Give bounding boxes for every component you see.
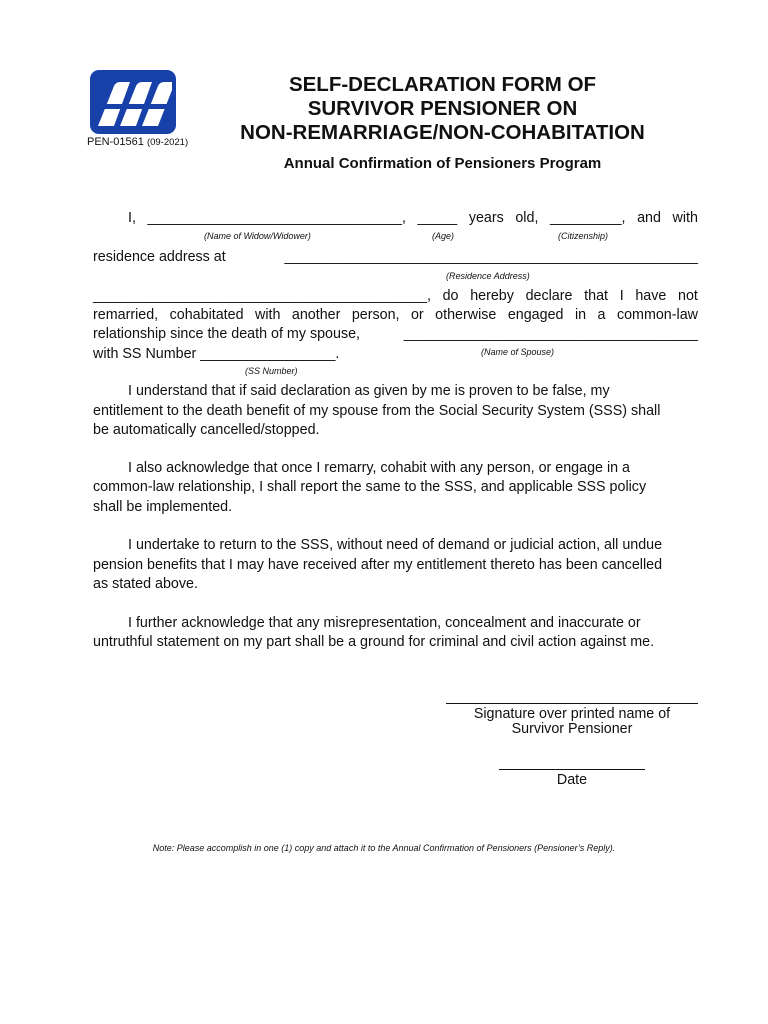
caption-citizenship: (Citizenship): [558, 231, 609, 241]
sss-logo: [90, 70, 176, 134]
paragraph-4-line-2: untruthful statement on my part shall be a ground for criminal and civil action against me.: [93, 634, 655, 650]
subtitle: Annual Confirmation of Pensioners Program: [283, 155, 602, 172]
paragraph-3-line-2: pension benefits that I may have received after my entitlement thereto has been cancelled: [93, 557, 663, 573]
paragraph-1-line-1: I understand that if said declaration as given by me is proven to be false, my: [128, 383, 610, 399]
declaration-line-4: remarried, cohabitated with another person, or otherwise engaged in a common-law: [93, 307, 698, 323]
signature-label-2: Survivor Pensioner: [511, 721, 633, 737]
declaration-line-1: I, ________________________________, _____ years old, _________, and with: [128, 210, 698, 226]
form-code: PEN-01561 (09-2021): [87, 136, 189, 148]
footer-note: Note: Please accomplish in one (1) copy and attach it to the Annual Confirmation of Pensioners (Pensioner’s Reply).: [152, 843, 616, 853]
declaration-line-2: residence address at ____________________________________________________: [93, 249, 698, 265]
paragraph-2-line-2: common-law relationship, I shall report the same to the SSS, and applicable SSS policy: [93, 479, 647, 495]
title-line-3: NON-REMARRIAGE/NON-COHABITATION: [240, 121, 645, 144]
paragraph-2-line-3: shall be implemented.: [93, 499, 233, 515]
declaration-line-6: with SS Number _________________.: [93, 346, 340, 362]
signature-label-1: Signature over printed name of: [473, 706, 671, 722]
caption-spouse: (Name of Spouse): [481, 347, 555, 357]
signature-line: [446, 703, 698, 704]
declaration-line-5: relationship since the death of my spouse, _____________________________________: [93, 326, 698, 342]
title-line-2: SURVIVOR PENSIONER ON: [307, 97, 578, 120]
paragraph-4-line-1: I further acknowledge that any misrepresentation, concealment and inaccurate or: [128, 615, 641, 631]
paragraph-3-line-3: as stated above.: [93, 576, 198, 592]
paragraph-1-line-3: be automatically cancelled/stopped.: [93, 422, 320, 438]
paragraph-1-line-2: entitlement to the death benefit of my spouse from the Social Security System (SSS) shall: [93, 403, 661, 419]
paragraph-2-line-1: I also acknowledge that once I remarry, cohabit with any person, or engage in a: [128, 460, 631, 476]
declaration-line-3: __________________________________________, do hereby declare that I have not: [93, 288, 698, 304]
caption-ss-number: (SS Number): [245, 366, 298, 376]
caption-age: (Age): [432, 231, 455, 241]
paragraph-3-line-1: I undertake to return to the SSS, without need of demand or judicial action, all undue: [128, 537, 663, 553]
title-line-1: SELF-DECLARATION FORM OF: [288, 73, 597, 96]
date-label: Date: [556, 772, 588, 788]
caption-address: (Residence Address): [446, 271, 530, 281]
caption-name: (Name of Widow/Widower): [204, 231, 311, 241]
date-line: [499, 769, 645, 770]
